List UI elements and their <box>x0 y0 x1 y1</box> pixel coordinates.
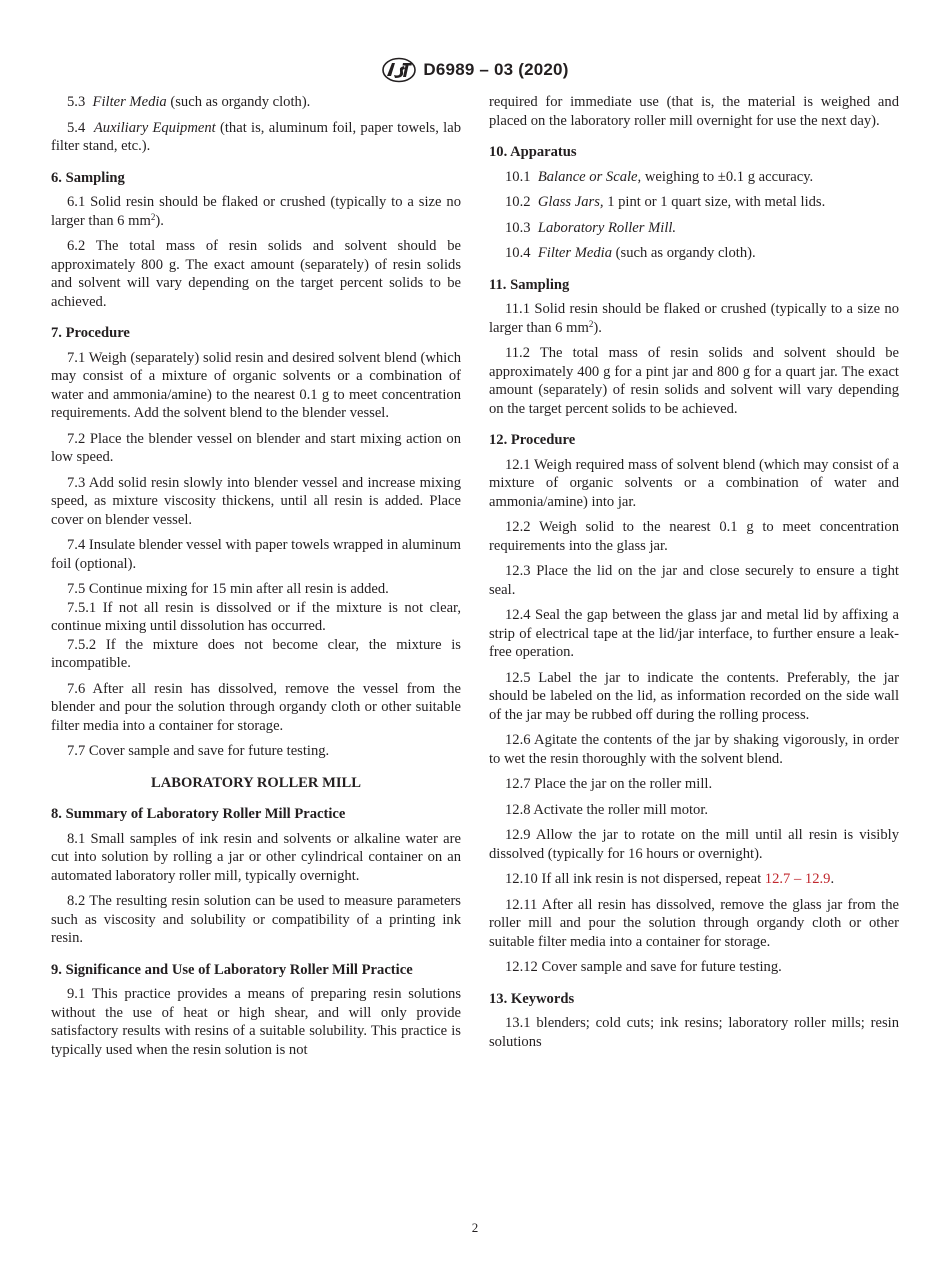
paragraph-10-2: 10.2 Glass Jars, 1 pint or 1 quart size, with metal lids. <box>505 194 826 210</box>
paragraph-12-10: 12.10 If all ink resin is not dispersed, repeat 12.7 – 12.9. <box>505 871 835 887</box>
section-7-heading: 7. Procedure <box>51 325 130 341</box>
section-10-heading: 10. Apparatus <box>489 144 577 160</box>
paragraph-9-1-continued: required for immediate use (that is, the material is weighed and placed on the laboratory roller mill overnight for use the next day). <box>489 94 899 129</box>
paragraph-7-3: 7.3 Add solid resin slowly into blender vessel and increase mixing speed, as mixture viscosity thickens, until all resin is added. Place cover on blender vessel. <box>51 474 461 528</box>
paragraph-5-4: 5.4 Auxiliary Equipment (that is, aluminum foil, paper towels, lab filter stand, etc.). <box>51 119 462 154</box>
paragraph-13-1: 13.1 blenders; cold cuts; ink resins; laboratory roller mills; resin solutions <box>489 1015 899 1050</box>
paragraph-11-1: 11.1 Solid resin should be flaked or crushed (typically to a size no larger than 6 $mm^2$). <box>489 301 899 336</box>
section-11-heading: 11. Sampling <box>489 276 570 293</box>
paragraph-8-1: 8.1 Small samples of ink resin and solvents or alkaline water are cut into solution by rolling a jar or other cylindrical container on an automated laboratory roller mill, typically overnight. <box>51 830 461 884</box>
paragraph-7-5: 7.5 Continue mixing for 15 min after all resin is added. <box>67 581 389 597</box>
paragraph-7-7: 7.7 Cover sample and save for future testing. <box>67 743 330 759</box>
left-column <box>51 93 461 1059</box>
paragraph-7-5-2: 7.5.2 If the mixture does not become clear, the mixture is incompatible. <box>51 636 461 671</box>
paragraph-11-2: 11.2 The total mass of resin solids and solvent should be approximately 400 g for a pint jar and 800 g for a quart jar. The exact amount (separately) of resin solids and solvent will vary depending on the target percent solids to be achieved. <box>489 345 899 417</box>
paragraph-10-4: 10.4 Filter Media (such as organdy cloth). <box>505 245 756 261</box>
paragraph-6-2: 6.2 The total mass of resin solids and solvent should be approximately 800 g. The exact amount (separately) of resin solids and solvent will vary depending on the target percent solids to be achieved. <box>51 238 461 310</box>
section-13-heading: 13. Keywords <box>489 990 575 1007</box>
paragraph-12-11: 12.11 After all resin has dissolved, remove the glass jar from the roller mill and pour the solution through organdy cloth or other suitable filter media into a container for storage. <box>489 896 899 950</box>
page-number: 2 <box>471 1220 479 1235</box>
paragraph-12-9: 12.9 Allow the jar to rotate on the mill until all resin is visibly dissolved (typically for 16 hours or overnight). <box>489 827 899 862</box>
paragraph-12-6: 12.6 Agitate the contents of the jar by shaking vigorously, in order to wet the resin thoroughly with the solvent blend. <box>489 732 899 767</box>
astm-logo-icon <box>381 57 417 83</box>
center-heading: LABORATORY ROLLER MILL <box>150 774 362 791</box>
cross-reference-link[interactable]: 12.7 – 12.9 <box>764 871 831 887</box>
paragraph-7-5-1: 7.5.1 If not all resin is dissolved or if the mixture is not clear, continue mixing until dissolution has occurred. <box>51 599 461 634</box>
paragraph-12-7: 12.7 Place the jar on the roller mill. <box>505 776 713 792</box>
paragraph-12-4: 12.4 Seal the gap between the glass jar and metal lid by affixing a strip of electrical tape at the lid/jar interface, to further ensure a leak-free operation. <box>489 607 899 660</box>
paragraph-12-1: 12.1 Weigh required mass of solvent blend (which may consist of a mixture of organic solvents or a combination of water and ammonia/amine) into jar. <box>489 456 899 510</box>
paragraph-12-5: 12.5 Label the jar to indicate the contents. Preferably, the jar should be labeled on the lid, as information recorded on the side wall of the jar may be rubbed off during the rolling process. <box>489 669 899 723</box>
right-column <box>489 93 899 1051</box>
paragraph-7-2: 7.2 Place the blender vessel on blender and start mixing action on low speed. <box>51 430 461 465</box>
paragraph-7-6: 7.6 After all resin has dissolved, remove the vessel from the blender and pour the solution through organdy cloth or other suitable filter media into a container for storage. <box>51 680 461 734</box>
paragraph-6-1: 6.1 Solid resin should be flaked or crushed (typically to a size no larger than 6 $mm^2$). <box>51 194 461 229</box>
paragraph-7-1: 7.1 Weigh (separately) solid resin and desired solvent blend (which may consist of a mixture of organic solvents or a combination of water and ammonia/amine) to the nearest 0.1 g to meet concentration requirements. Add the solvent blend to the blender vessel. <box>51 349 461 421</box>
paragraph-12-8: 12.8 Activate the roller mill motor. <box>505 801 709 818</box>
section-9-heading: 9. Significance and Use of Laboratory Roller Mill Practice <box>51 961 413 978</box>
paragraph-5-3: 5.3 Filter Media (such as organdy cloth). <box>67 94 311 110</box>
section-12-heading: 12. Procedure <box>489 432 576 448</box>
paragraph-12-12: 12.12 Cover sample and save for future testing. <box>505 959 782 975</box>
section-6-heading: 6. Sampling <box>51 169 125 186</box>
document-designation: D6989 – 03 (2020) <box>423 60 569 79</box>
page-header <box>0 57 950 83</box>
paragraph-9-1: 9.1 This practice provides a means of preparing resin solutions without the use of heat or high shear, and will only provide satisfactory results with resins of a suitable solubility. This practice is typically used when the resin solution is not <box>51 986 461 1058</box>
paragraph-12-3: 12.3 Place the lid on the jar and close securely to ensure a tight seal. <box>489 563 899 598</box>
paragraph-10-1: 10.1 Balance or Scale, weighing to ±0.1 g accuracy. <box>505 168 814 185</box>
paragraph-10-3: 10.3 Laboratory Roller Mill. <box>505 219 677 236</box>
section-8-heading: 8. Summary of Laboratory Roller Mill Practice <box>51 806 346 822</box>
paragraph-8-2: 8.2 The resulting resin solution can be used to measure parameters such as viscosity and solubility or compatibility of a printing ink resin. <box>51 893 461 946</box>
paragraph-7-4: 7.4 Insulate blender vessel with paper towels wrapped in aluminum foil (optional). <box>51 537 461 572</box>
paragraph-12-2: 12.2 Weigh solid to the nearest 0.1 g to meet concentration requirements into the glass jar. <box>489 519 899 554</box>
